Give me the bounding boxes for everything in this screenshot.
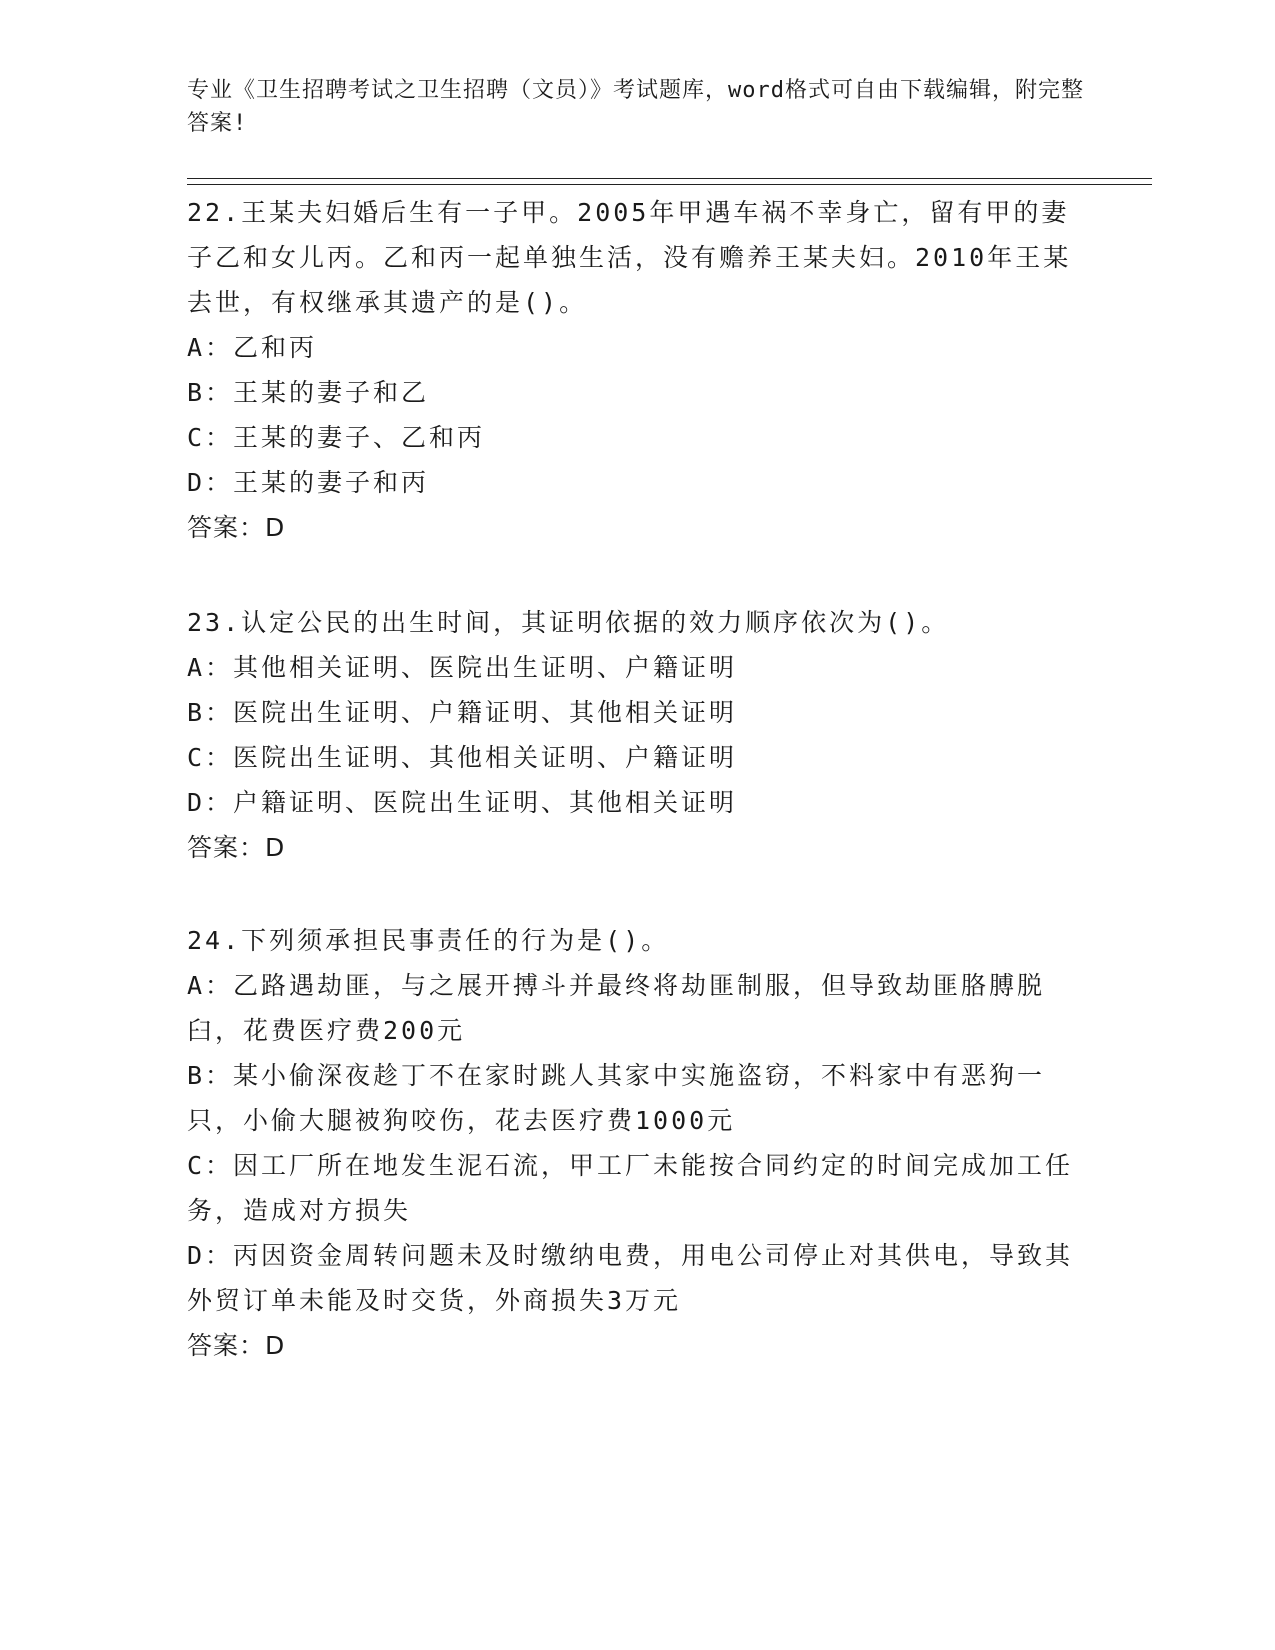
option-d: D：丙因资金周转问题未及时缴纳电费，用电公司停止对其供电，导致其外贸订单未能及时交货，外商损失3万元 <box>187 1241 1074 1315</box>
option-a: A：乙路遇劫匪，与之展开搏斗并最终将劫匪制服，但导致劫匪胳膊脱臼，花费医疗费200元 <box>187 971 1046 1045</box>
answer-line: 答案：D <box>187 833 286 862</box>
question-stem: 24.下列须承担民事责任的行为是()。 <box>187 926 670 955</box>
option-c: C：因工厂所在地发生泥石流，甲工厂未能按合同约定的时间完成加工任务，造成对方损失 <box>187 1151 1074 1225</box>
question-24 <box>187 918 1087 1368</box>
document-header: 专业《卫生招聘考试之卫生招聘（文员）》考试题库，word格式可自由下载编辑，附完整答案! <box>187 78 1084 136</box>
option-d: D：王某的妻子和丙 <box>187 468 430 497</box>
option-a: A：其他相关证明、医院出生证明、户籍证明 <box>187 653 738 682</box>
option-c: C：医院出生证明、其他相关证明、户籍证明 <box>187 743 738 772</box>
header-divider-bottom <box>187 184 1152 185</box>
option-b: B：某小偷深夜趁丁不在家时跳人其家中实施盗窃，不料家中有恶狗一只，小偷大腿被狗咬伤，花去医疗费1000元 <box>187 1061 1046 1135</box>
option-c: C：王某的妻子、乙和丙 <box>187 423 486 452</box>
question-22 <box>187 190 1087 550</box>
answer-line: 答案：D <box>187 1331 286 1360</box>
question-stem: 22.王某夫妇婚后生有一子甲。2005年甲遇车祸不幸身亡，留有甲的妻子乙和女儿丙。乙和丙一起单独生活，没有赡养王某夫妇。2010年王某去世，有权继承其遗产的是()。 <box>187 198 1072 317</box>
answer-line: 答案：D <box>187 513 286 542</box>
header-divider-top <box>187 178 1152 179</box>
option-d: D：户籍证明、医院出生证明、其他相关证明 <box>187 788 738 817</box>
option-a: A：乙和丙 <box>187 333 318 362</box>
option-b: B：王某的妻子和乙 <box>187 378 430 407</box>
question-23 <box>187 600 1087 870</box>
question-stem: 23.认定公民的出生时间，其证明依据的效力顺序依次为()。 <box>187 608 950 637</box>
option-b: B：医院出生证明、户籍证明、其他相关证明 <box>187 698 738 727</box>
